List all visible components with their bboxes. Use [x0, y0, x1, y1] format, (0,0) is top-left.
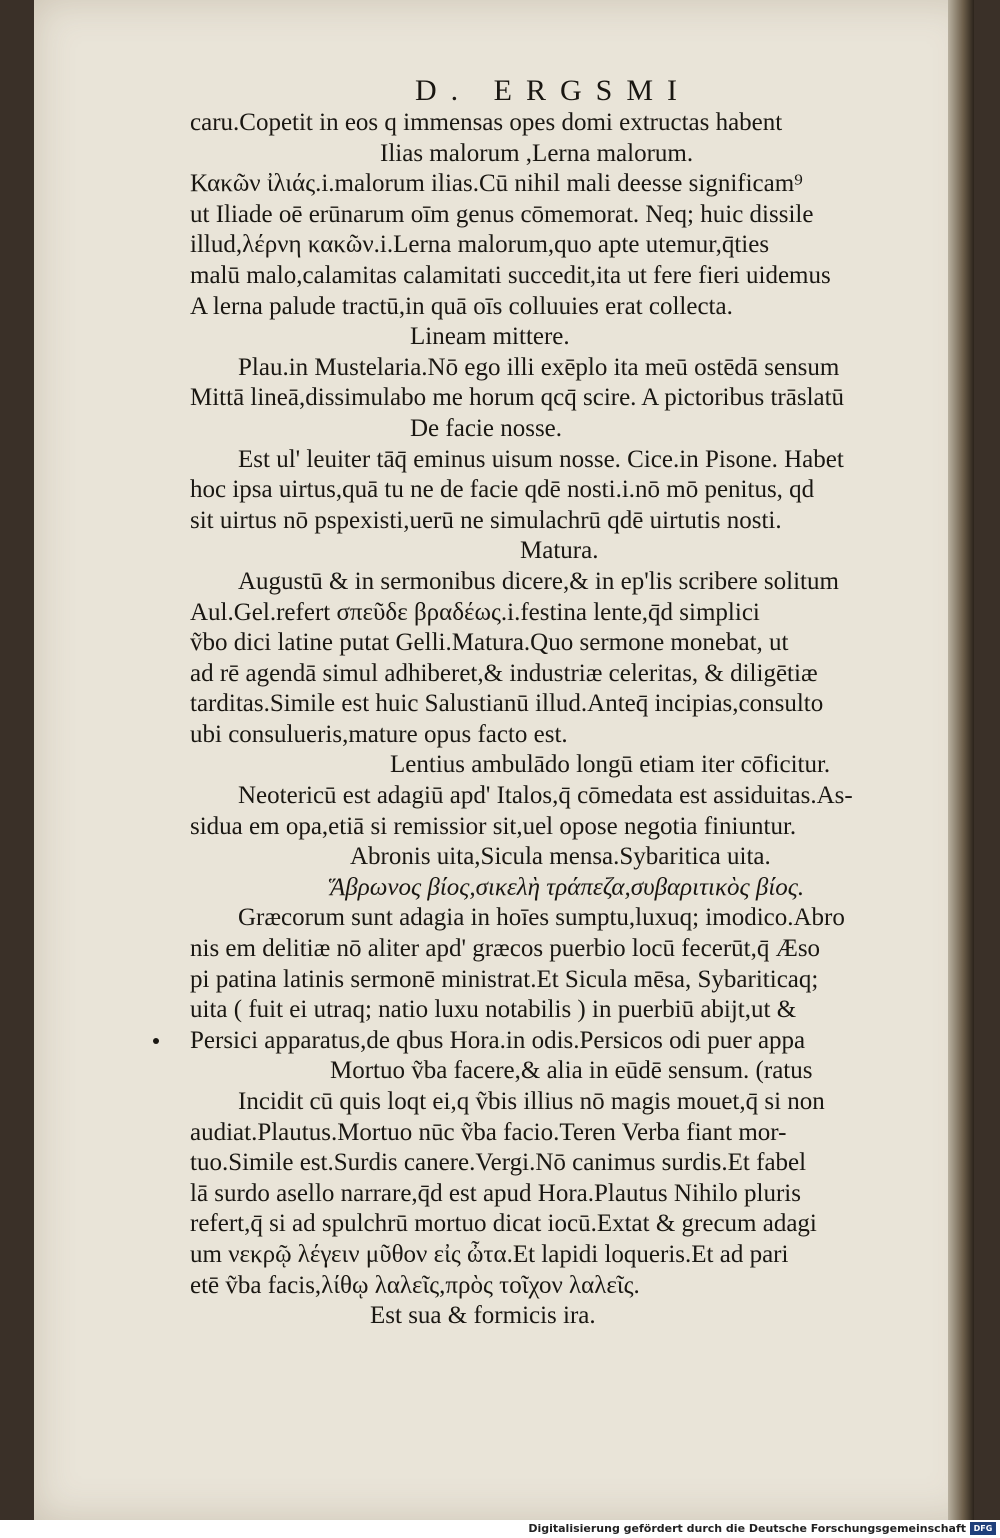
- text-line: Κακῶν ἰλιάς.i.malorum ilias.Cū nihil mali deesse significam⁹: [190, 170, 803, 198]
- text-line: Plau.in Mustelaria.Nō ego illi exēplo ita meū ostēdā sensum: [238, 353, 840, 381]
- text-line: ut Iliade oē erūnarum oīm genus cōmemorat. Neq; huic dissile: [190, 200, 814, 228]
- text-line: ubi consulueris,mature opus facto est.: [190, 720, 568, 748]
- text-line: um νεκρῷ λέγειν μῦθον εἰς ὦτα.Et lapidi loqueris.Et ad pari: [190, 1240, 789, 1268]
- adage-title: Ilias malorum ,Lerna malorum.: [380, 139, 694, 167]
- adage-title: Lentius ambulādo longū etiam iter cōficitur.: [390, 751, 831, 779]
- text-line: sidua em opa,etiā si remissior sit,uel opose negotia finiuntur.: [190, 812, 797, 840]
- text-line: Aul.Gel.refert σπεῦδε βραδέως.i.festina lente,q̄d simplici: [190, 598, 760, 626]
- footer-credit: Digitalisierung gefördert durch die Deutsche Forschungsgemeinschaft: [528, 1522, 966, 1535]
- text-line: illud,λέρνη κακῶν.i.Lerna malorum,quo apte utemur,q̄ties: [190, 231, 770, 259]
- text-line: tuo.Simile est.Surdis canere.Vergi.Nō canimus surdis.Et fabel: [190, 1149, 807, 1177]
- text-line: pi patina latinis sermonē ministrat.Et Sicula mēsa, Sybariticaq;: [190, 965, 819, 993]
- adage-title: Mortuo ṽba facere,& alia in eūdē sensum. (ratus: [330, 1057, 813, 1085]
- running-header: D. ERGSMI: [415, 74, 692, 107]
- text-line: tarditas.Simile est huic Salustianū illud.Anteq̄ incipias,consulto: [190, 690, 824, 718]
- text-line: audiat.Plautus.Mortuo nūc ṽba facio.Teren Verba fiant mor-: [190, 1118, 787, 1146]
- text-line: nis em delitiæ nō aliter apd' græcos puerbio locū fecerūt,q̄ Æso: [190, 935, 821, 963]
- text-line: A lerna palude tractū,in quā oīs colluuies erat collecta.: [190, 292, 733, 320]
- text-line: Incidit cū quis loqt ei,q ṽbis illius nō magis mouet,q̄ si non: [238, 1088, 825, 1115]
- text-line: sit uirtus nō pspexisti,uerū ne simulachrū qdē uirtutis nosti.: [190, 506, 782, 534]
- text-line: Augustū & in sermonibus dicere,& in ep'lis scribere solitum: [238, 567, 839, 595]
- text-line: refert,q̄ si ad spulchrū mortuo dicat iocū.Extat & grecum adagi: [190, 1210, 817, 1238]
- text-line: lā surdo asello narrare,q̄d est apud Hora.Plautus Nihilo pluris: [190, 1179, 801, 1207]
- text-line: Neotericū est adagiū apd' Italos,q̄ cōmedata est assiduitas.As-: [238, 782, 853, 810]
- adage-title-greek: Ἅβρωνος βίος,σικελὴ τράπεζα,συβαριτικὸς βίος.: [330, 873, 805, 901]
- dfg-logo-icon: DFG: [970, 1522, 996, 1535]
- adage-title: Matura.: [520, 537, 599, 565]
- page-text: [190, 74, 970, 1332]
- margin-dot: [153, 1038, 159, 1044]
- text-line: hoc ipsa uirtus,quā tu ne de facie qdē nosti.i.nō mō penitus, qd: [190, 476, 815, 504]
- adage-title: Lineam mittere.: [410, 323, 570, 351]
- text-line: ad rē agendā simul adhiberet,& industriæ celeritas, & diligētiæ: [190, 659, 818, 687]
- adage-title: Abronis uita,Sicula mensa.Sybaritica uita.: [350, 843, 771, 871]
- text-line: malū malo,calamitas calamitati succedit,ita ut fere fieri uidemus: [190, 261, 831, 289]
- text-line: Græcorum sunt adagia in hoīes sumptu,luxuq; imodico.Abro: [238, 904, 845, 932]
- adage-title: De facie nosse.: [410, 414, 563, 442]
- text-line: Persici apparatus,de qbus Hora.in odis.Persicos odi puer appa: [190, 1026, 806, 1054]
- adage-title: Est sua & formicis ira.: [370, 1302, 596, 1330]
- text-line: caru.Copetit in eos q immensas opes domi extructas habent: [190, 109, 783, 136]
- text-line: ṽbo dici latine putat Gelli.Matura.Quo sermone monebat, ut: [190, 629, 789, 657]
- text-line: Mittā lineā,dissimulabo me horum qcq̄ scire. A pictoribus trāslatū: [190, 384, 845, 412]
- text-line: Est ul' leuiter tāq̄ eminus uisum nosse. Cice.in Pisone. Habet: [238, 445, 844, 473]
- text-line: etē ṽba facis,λίθῳ λαλεῖς,πρὸς τοῖχον λαλεῖς.: [190, 1271, 640, 1299]
- text-line: uita ( fuit ei utraq; natio luxu notabilis ) in puerbiū abijt,ut &: [190, 996, 797, 1024]
